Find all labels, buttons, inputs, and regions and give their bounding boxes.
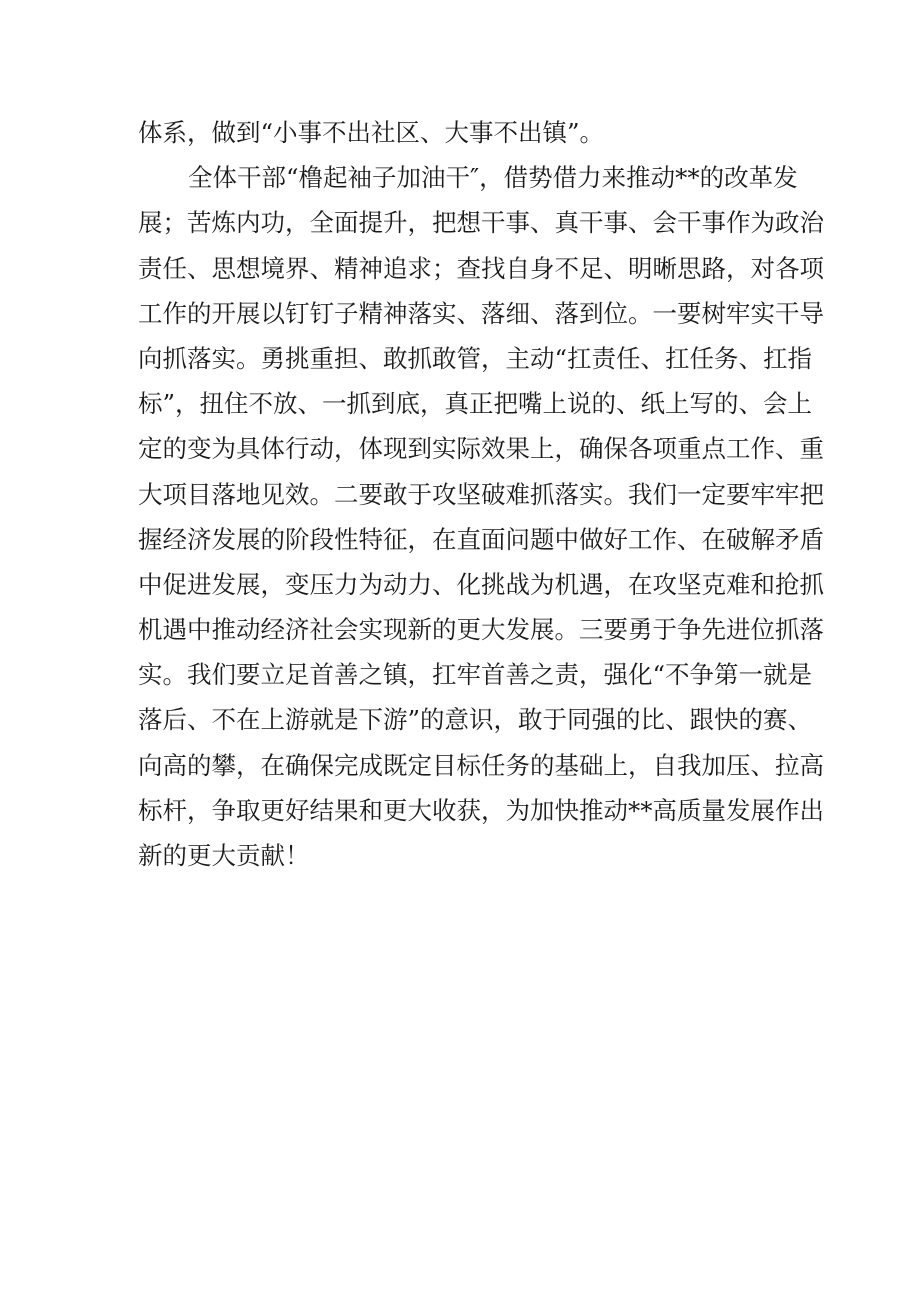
text-line: 实。我们要立足首善之镇，扛牢首善之责，强化“不争第一就是 <box>138 660 813 690</box>
text-line: 标杆，争取更好结果和更大收获，为加快推动**高质量发展作出 <box>138 795 824 825</box>
text-line: 中促进发展，变压力为动力、化挑战为机遇，在攻坚克难和抢抓 <box>138 569 824 599</box>
body-text <box>138 110 824 878</box>
text-line: 体系，做到“小事不出社区、大事不出镇”。 <box>138 118 605 147</box>
text-line: 定的变为具体行动，体现到实际效果上，确保各项重点工作、重 <box>138 434 824 464</box>
text-line: 落后、不在上游就是下游”的意识，敢于同强的比、跟快的赛、 <box>138 705 813 735</box>
text-line: 工作的开展以钉钉子精神落实、落细、落到位。一要树牢实干导 <box>138 298 824 328</box>
text-line: 展；苦炼内功，全面提升，把想干事、真干事、会干事作为政治 <box>138 208 824 238</box>
text-line: 机遇中推动经济社会实现新的更大发展。三要勇于争先进位抓落 <box>138 615 824 645</box>
text-line: 握经济发展的阶段性特征，在直面问题中做好工作、在破解矛盾 <box>138 524 824 554</box>
text-line: 向抓落实。勇挑重担、敢抓敢管，主动“扛责任、扛任务、扛指 <box>138 343 813 373</box>
text-line: 大项目落地见效。二要敢于攻坚破难抓落实。我们一定要牢牢把 <box>138 479 824 509</box>
text-line: 责任、思想境界、精神追求；查找自身不足、明晰思路，对各项 <box>138 253 824 283</box>
text-line: 新的更大贡献！ <box>138 841 310 870</box>
text-line: 标”，扭住不放、一抓到底，真正把嘴上说的、纸上写的、会上 <box>138 389 813 419</box>
text-line: 全体干部“橹起袖子加油干″，借势借力来推动**的改革发 <box>188 163 798 193</box>
text-line: 向高的攀，在确保完成既定目标任务的基础上，自我加压、拉高 <box>138 750 824 780</box>
